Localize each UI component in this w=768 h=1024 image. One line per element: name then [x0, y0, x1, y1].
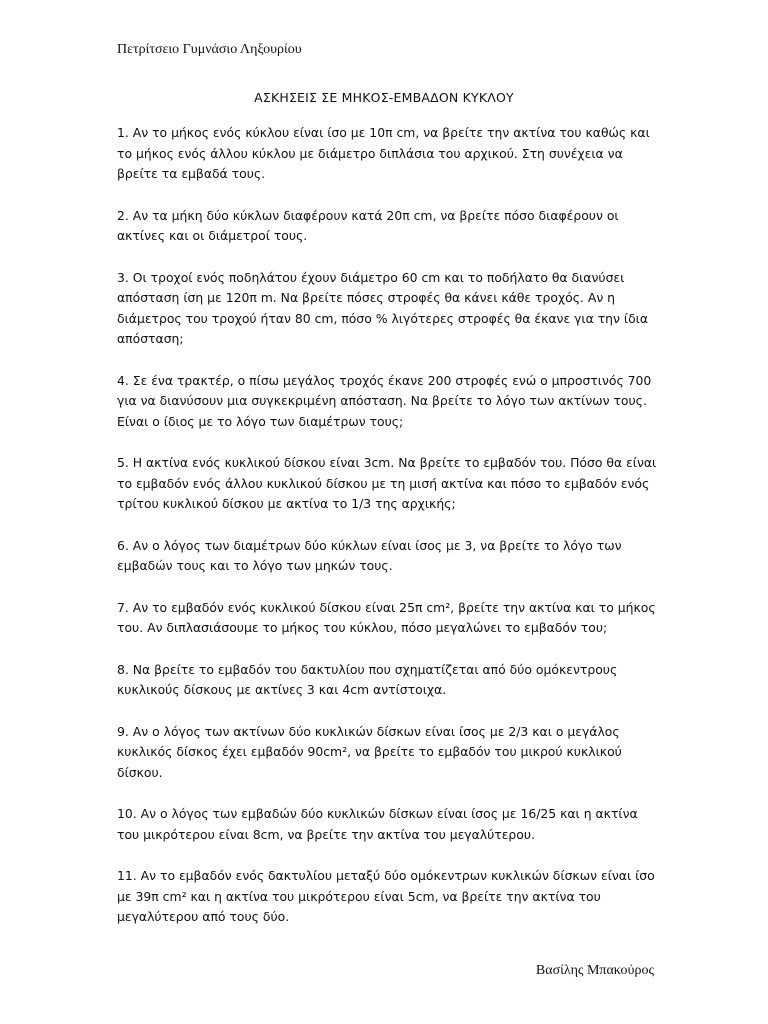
exercise-7: 7. Αν το εμβαδόν ενός κυκλικού δίσκου είναι 25π cm², βρείτε την ακτίνα και το μήκος του. Αν διπλασιάσουμε το μήκος του κύκλου, πόσο μεγαλώνει το εμβαδόν του; [117, 599, 656, 635]
exercise-8: 8. Να βρείτε το εμβαδόν του δακτυλίου που σχηματίζεται από δύο ομόκεντρους κυκλικούς δίσκους με ακτίνες 3 και 4cm αντίστοιχα. [117, 661, 618, 697]
exercise-6: 6. Αν ο λόγος των διαμέτρων δύο κύκλων είναι ίσος με 3, να βρείτε το λόγο των εμβαδών τους και το λόγο των μηκών τους. [117, 537, 622, 573]
school-header: Πετρίτσειο Γυμνάσιο Ληξουρίου [117, 42, 302, 57]
exercise-11: 11. Αν το εμβαδόν ενός δακτυλίου μεταξύ δύο ομόκεντρων κυκλικών δίσκων είναι ίσο με 39π cm² και η ακτίνα του μικρότερου είναι 5cm, να βρείτε την ακτίνα του μεγαλύτερου από τους δύο. [117, 868, 655, 924]
exercise-list [117, 123, 657, 949]
worksheet-title: ΑΣΚΗΣΕΙΣ ΣΕ ΜΗΚΟΣ-ΕΜΒΑΔΟΝ ΚΥΚΛΟΥ [254, 90, 514, 105]
exercise-3: 3. Οι τροχοί ενός ποδηλάτου έχουν διάμετρο 60 cm και το ποδήλατο θα διανύσει απόσταση ίση με 120π m. Να βρείτε πόσες στροφές θα κάνει κάθε τροχός. Αν η διάμετρος του τροχού ήταν 80 cm, πόσο % λιγότερες στροφές θα έκανε για την ίδια απόσταση; [117, 269, 649, 346]
exercise-9: 9. Αν ο λόγος των ακτίνων δύο κυκλικών δίσκων είναι ίσος με 2/3 και ο μεγάλος κυκλικός δίσκος έχει εμβαδόν 90cm², να βρείτε το εμβαδόν του μικρού κυκλικού δίσκου. [117, 723, 622, 780]
exercise-10: 10. Αν ο λόγος των εμβαδών δύο κυκλικών δίσκων είναι ίσος με 16/25 και η ακτίνα του μικρότερου είναι 8cm, να βρείτε την ακτίνα του μεγαλύτερου. [117, 806, 638, 842]
exercise-4: 4. Σε ένα τρακτέρ, ο πίσω μεγάλος τροχός έκανε 200 στροφές ενώ ο μπροστινός 700 για να διανύσουν μια συγκεκριμένη απόσταση. Να βρείτε το λόγο των ακτίνων τους. Είναι ο ίδιος με το λόγο των διαμέτρων τους; [117, 372, 652, 429]
exercise-5: 5. Η ακτίνα ενός κυκλικού δίσκου είναι 3cm. Να βρείτε το εμβαδόν του. Πόσο θα είναι το εμβαδόν ενός άλλου κυκλικού δίσκου με τη μισή ακτίνα και πόσο το εμβαδόν ενός τρίτου κυκλικού δίσκου με ακτίνα το 1/3 της αρχικής; [117, 455, 657, 511]
exercise-1: 1. Αν το μήκος ενός κύκλου είναι ίσο με 10π cm, να βρείτε την ακτίνα του καθώς και το μήκος ενός άλλου κύκλου με διάμετρο διπλάσια του αρχικού. Στη συνέχεια να βρείτε τα εμβαδά τους. [117, 125, 650, 181]
exercise-2: 2. Αν τα μήκη δύο κύκλων διαφέρουν κατά 20π cm, να βρείτε πόσο διαφέρουν οι ακτίνες και οι διάμετροί τους. [117, 207, 619, 243]
author-signature: Βασίλης Μπακούρος [535, 963, 654, 978]
